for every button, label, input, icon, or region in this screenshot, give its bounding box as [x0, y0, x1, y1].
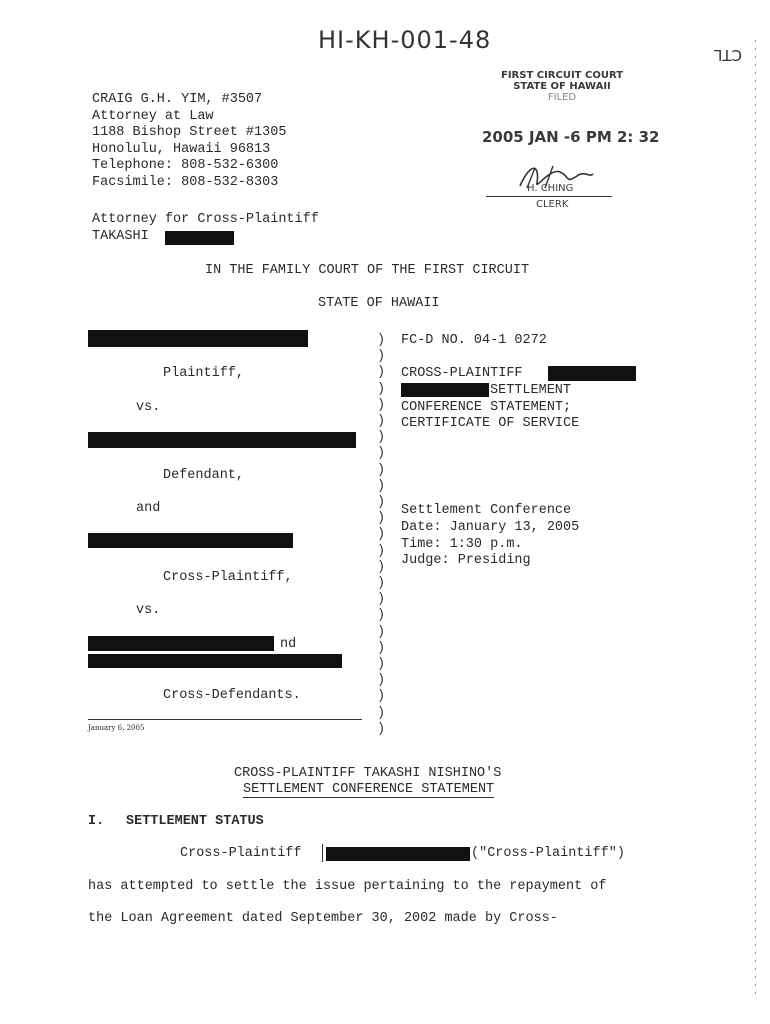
- attorney-line: 1188 Bishop Street #1305: [92, 125, 287, 140]
- redaction-bar: [326, 847, 470, 861]
- conference-judge: Judge: Presiding: [401, 553, 531, 568]
- scan-edge-dots: [755, 40, 756, 1000]
- attorney-line: Honolulu, Hawaii 96813: [92, 141, 271, 157]
- body-line3: the Loan Agreement dated September 30, 2002 made by Cross-: [88, 911, 558, 926]
- redaction-bar: [88, 330, 308, 347]
- caption-vs: vs.: [136, 400, 161, 415]
- redaction-bar: [165, 231, 234, 245]
- conference-label: Settlement Conference: [401, 503, 572, 518]
- footer-date: January 6, 2005: [88, 724, 145, 732]
- attorney-line: Facsimile: 808-532-8303: [92, 174, 279, 190]
- redaction-bar: [88, 432, 356, 448]
- redaction-bar: [88, 654, 342, 668]
- caption-cross-defendants: Cross-Defendants.: [163, 688, 301, 703]
- court-state: STATE OF HAWAII: [318, 296, 440, 311]
- caption-paren-column: ) ) ) ) ) ) ) ) ) ) ) ) ) ) ) ) ) ) ) ) ) ) ) ) ): [377, 333, 386, 737]
- statement-title: CROSS-PLAINTIFF TAKASHI NISHINO'S: [234, 766, 502, 781]
- caption-vs: vs.: [136, 603, 161, 618]
- attorney-line: Telephone: 808-532-6300: [92, 158, 279, 173]
- caption-cross-plaintiff: Cross-Plaintiff,: [163, 570, 293, 585]
- section-number: I.: [88, 814, 105, 829]
- section-title: SETTLEMENT STATUS: [126, 814, 264, 829]
- redaction-bar: [88, 533, 293, 548]
- attorney-for-line: Attorney for Cross-Plaintiff: [92, 212, 319, 227]
- attorney-block: [92, 92, 286, 191]
- attorney-line: Attorney at Law: [92, 108, 214, 124]
- doc-title-line1: CROSS-PLAINTIFF: [401, 366, 523, 381]
- statement-subtitle: SETTLEMENT CONFERENCE STATEMENT: [243, 782, 495, 797]
- stamp-clerk-name: H. CHING: [527, 183, 574, 194]
- stamp-clerk-title: CLERK: [536, 199, 569, 210]
- attorney-for-line: TAKASHI: [92, 228, 149, 244]
- redaction-bar: [548, 366, 636, 381]
- text-cursor-mark: [322, 844, 323, 862]
- caption-bottom-rule: [88, 719, 362, 720]
- handwritten-document-id: HI-KH-001-48: [318, 26, 492, 54]
- doc-title-line4: CERTIFICATE OF SERVICE: [401, 416, 580, 431]
- attorney-line: CRAIG G.H. YIM, #3507: [92, 92, 263, 107]
- doc-title-line3: CONFERENCE STATEMENT;: [401, 400, 572, 415]
- body-line2: has attempted to settle the issue pertaining to the repayment of: [88, 879, 607, 894]
- conference-time: Time: 1:30 p.m.: [401, 537, 523, 552]
- caption-plaintiff: Plaintiff,: [163, 366, 245, 381]
- stamp-date: 2005 JAN -6 PM 2: 32: [482, 128, 660, 146]
- body-line1-end: ("Cross-Plaintiff"): [471, 846, 625, 861]
- court-title: IN THE FAMILY COURT OF THE FIRST CIRCUIT: [205, 263, 530, 278]
- filing-stamp: [492, 70, 632, 103]
- stamp-filed: FILED: [547, 92, 577, 103]
- case-number: FC-D NO. 04-1 0272: [401, 333, 547, 348]
- body-line1-start: Cross-Plaintiff: [180, 846, 302, 861]
- clerk-line: [486, 196, 612, 197]
- conference-date: Date: January 13, 2005: [401, 520, 580, 535]
- redaction-bar: [401, 383, 489, 397]
- stamp-court: FIRST CIRCUIT COURT: [500, 70, 624, 81]
- stamp-state: STATE OF HAWAII: [513, 81, 611, 92]
- redaction-bar: [88, 636, 274, 651]
- caption-defendant: Defendant,: [163, 468, 245, 483]
- corner-mark: CTL: [714, 46, 742, 64]
- doc-title-line2: SETTLEMENT: [490, 383, 572, 398]
- caption-and-fragment: nd: [280, 637, 297, 652]
- caption-and: and: [136, 501, 161, 516]
